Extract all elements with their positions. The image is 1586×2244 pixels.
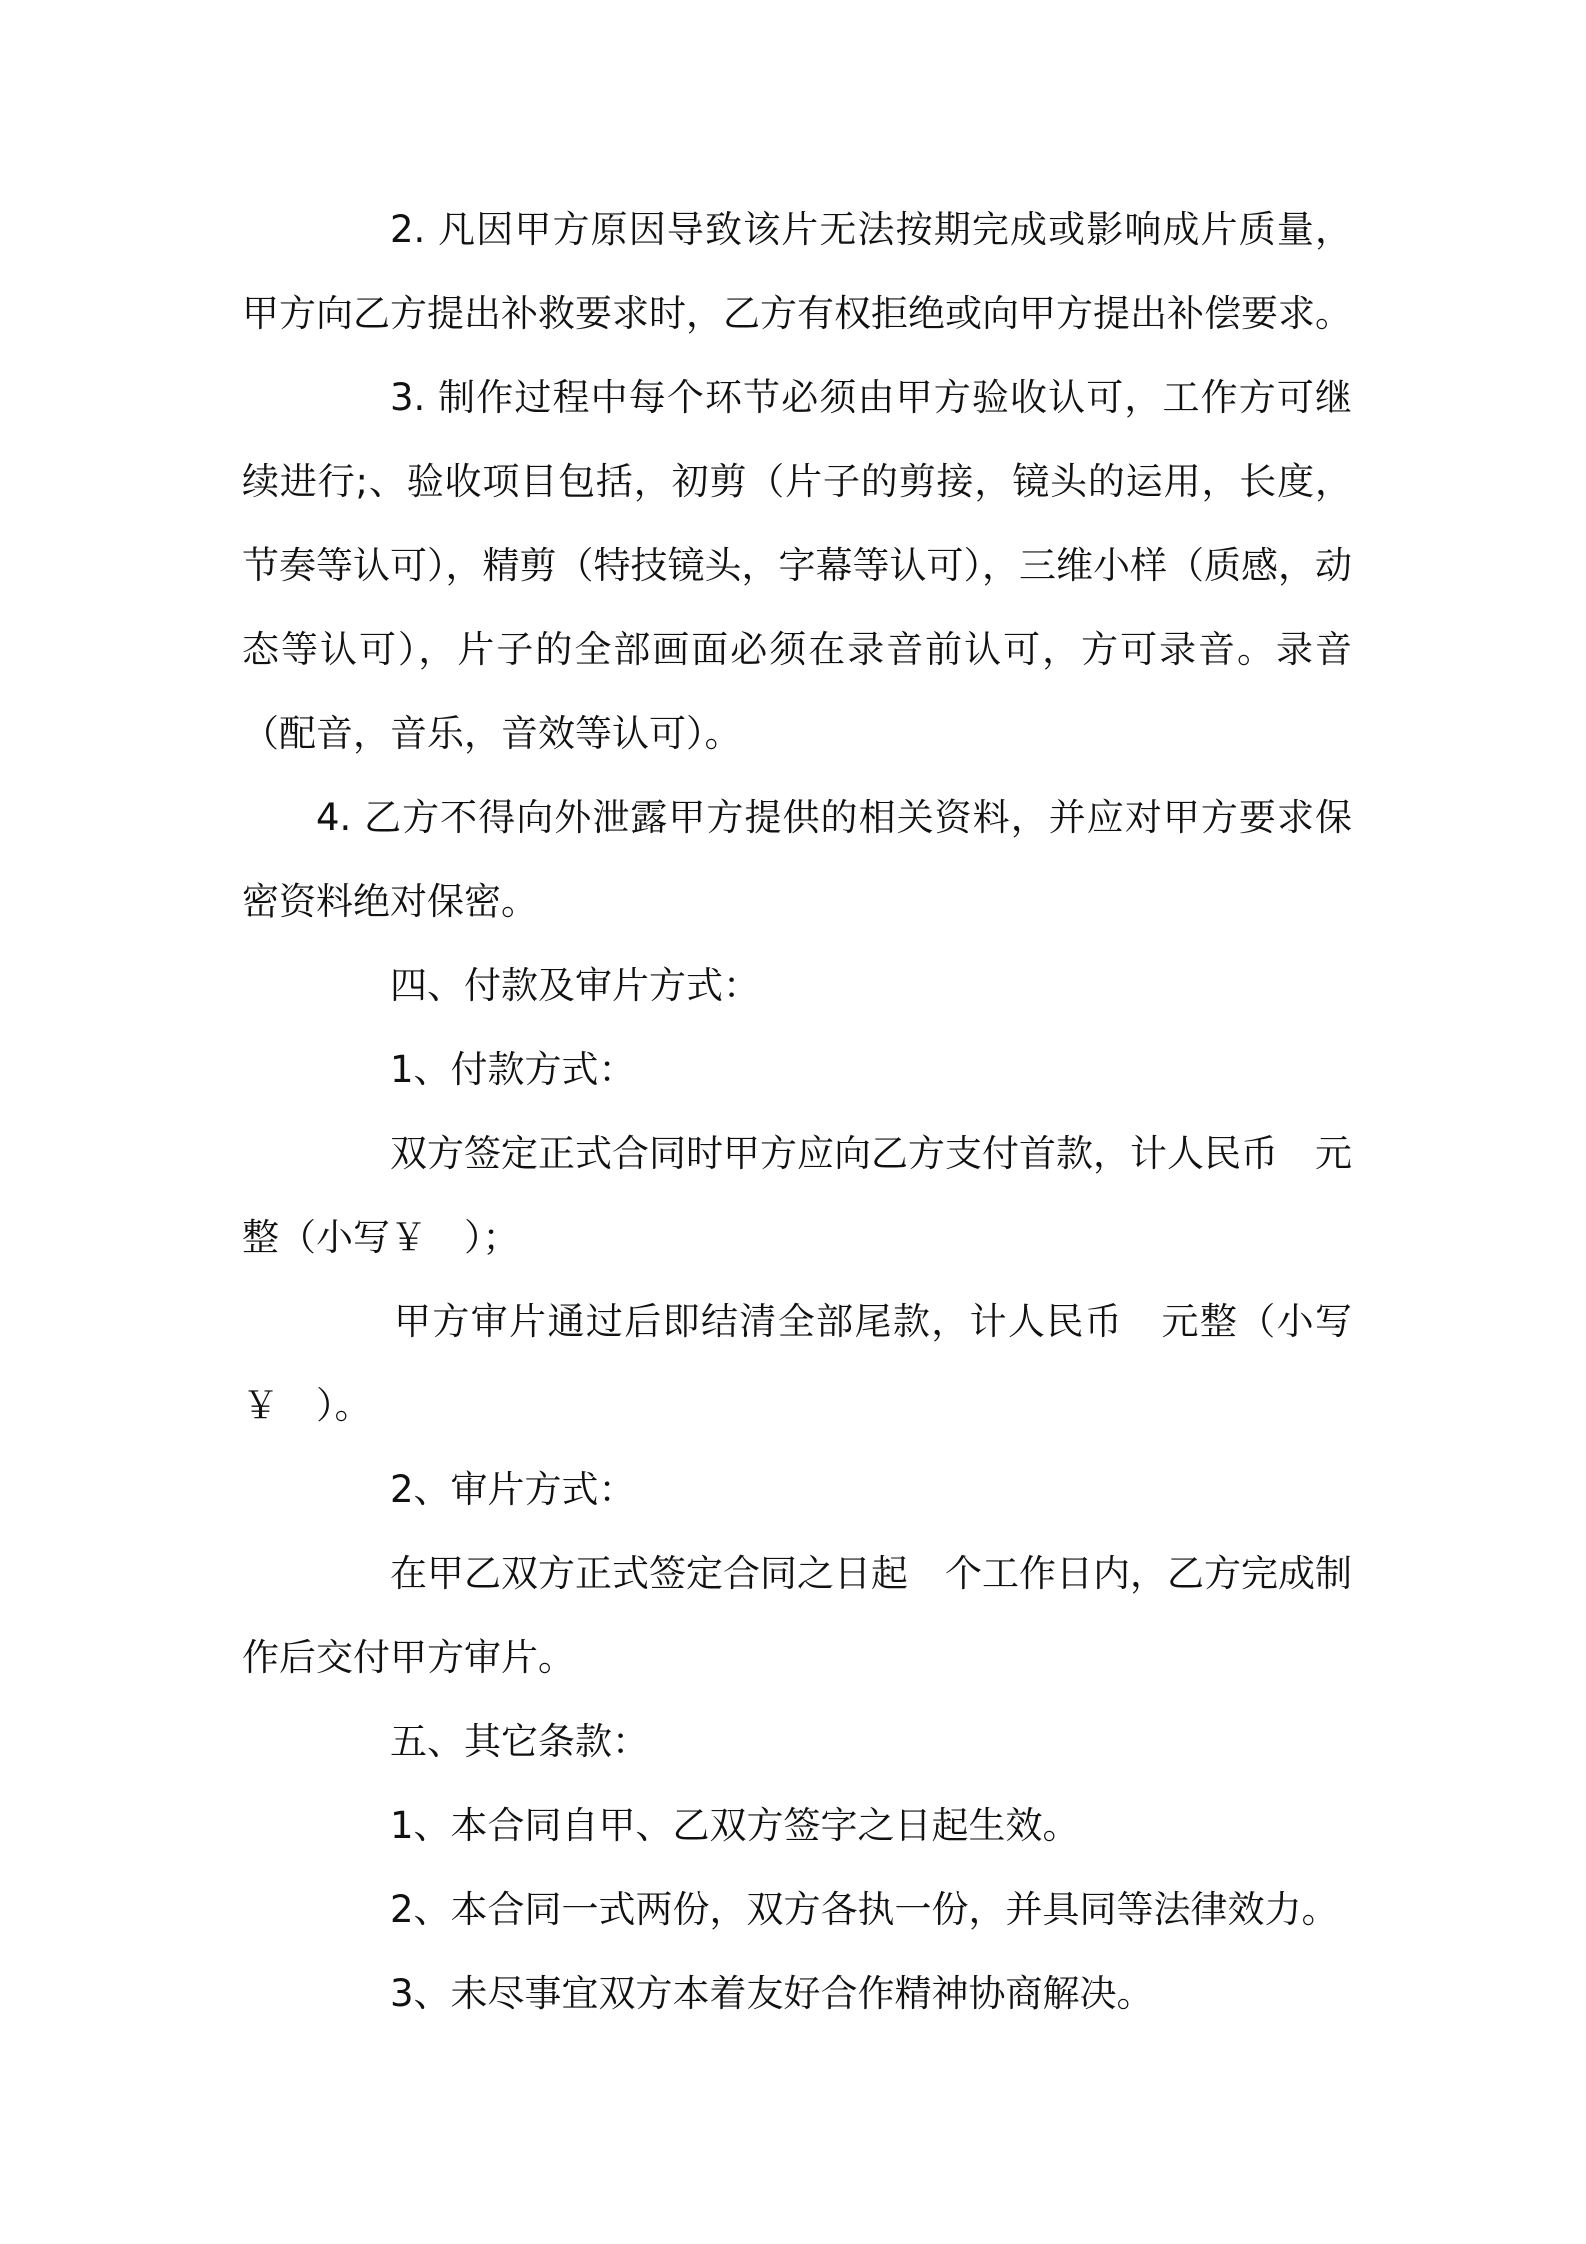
section-5-heading: 五、其它条款： [390, 1720, 649, 1763]
clause-3-4: 4. 乙方不得向外泄露甲方提供的相关资料，并应对甲方要求保密资料绝对保密。 [242, 796, 1352, 923]
payment-method-heading: 1、付款方式： [390, 1048, 636, 1091]
payment-first-installment: 双方签定正式合同时甲方应向乙方支付首款，计人民币 元整（小写￥ ）； [242, 1132, 1352, 1259]
review-method-heading: 2、审片方式： [390, 1468, 636, 1511]
payment-final-installment: 甲方审片通过后即结清全部尾款，计人民币 元整（小写￥ ）。 [242, 1300, 1352, 1427]
section-4-heading: 四、付款及审片方式： [390, 964, 760, 1007]
clause-3-3: 3. 制作过程中每个环节必须由甲方验收认可，工作方可继续进行;、验收项目包括，初剪（片子的剪接，镜头的运用，长度，节奏等认可），精剪（特技镜头，字幕等认可），三维小样（质感，动态等认可），片子的全部画面必须在录音前认可，方可录音。录音（配音，音乐，音效等认可）。 [242, 376, 1352, 755]
clause-3-2: 2. 凡因甲方原因导致该片无法按期完成或影响成片质量，甲方向乙方提出补救要求时，乙方有权拒绝或向甲方提出补偿要求。 [242, 208, 1352, 335]
other-clause-1: 1、本合同自甲、乙双方签字之日起生效。 [390, 1804, 1080, 1847]
review-method-text: 在甲乙双方正式签定合同之日起 个工作日内，乙方完成制作后交付甲方审片。 [242, 1552, 1352, 1679]
other-clause-2: 2、本合同一式两份，双方各执一份，并具同等法律效力。 [390, 1888, 1339, 1931]
other-clause-3: 3、未尽事宜双方本着友好合作精神协商解决。 [390, 1972, 1154, 2015]
